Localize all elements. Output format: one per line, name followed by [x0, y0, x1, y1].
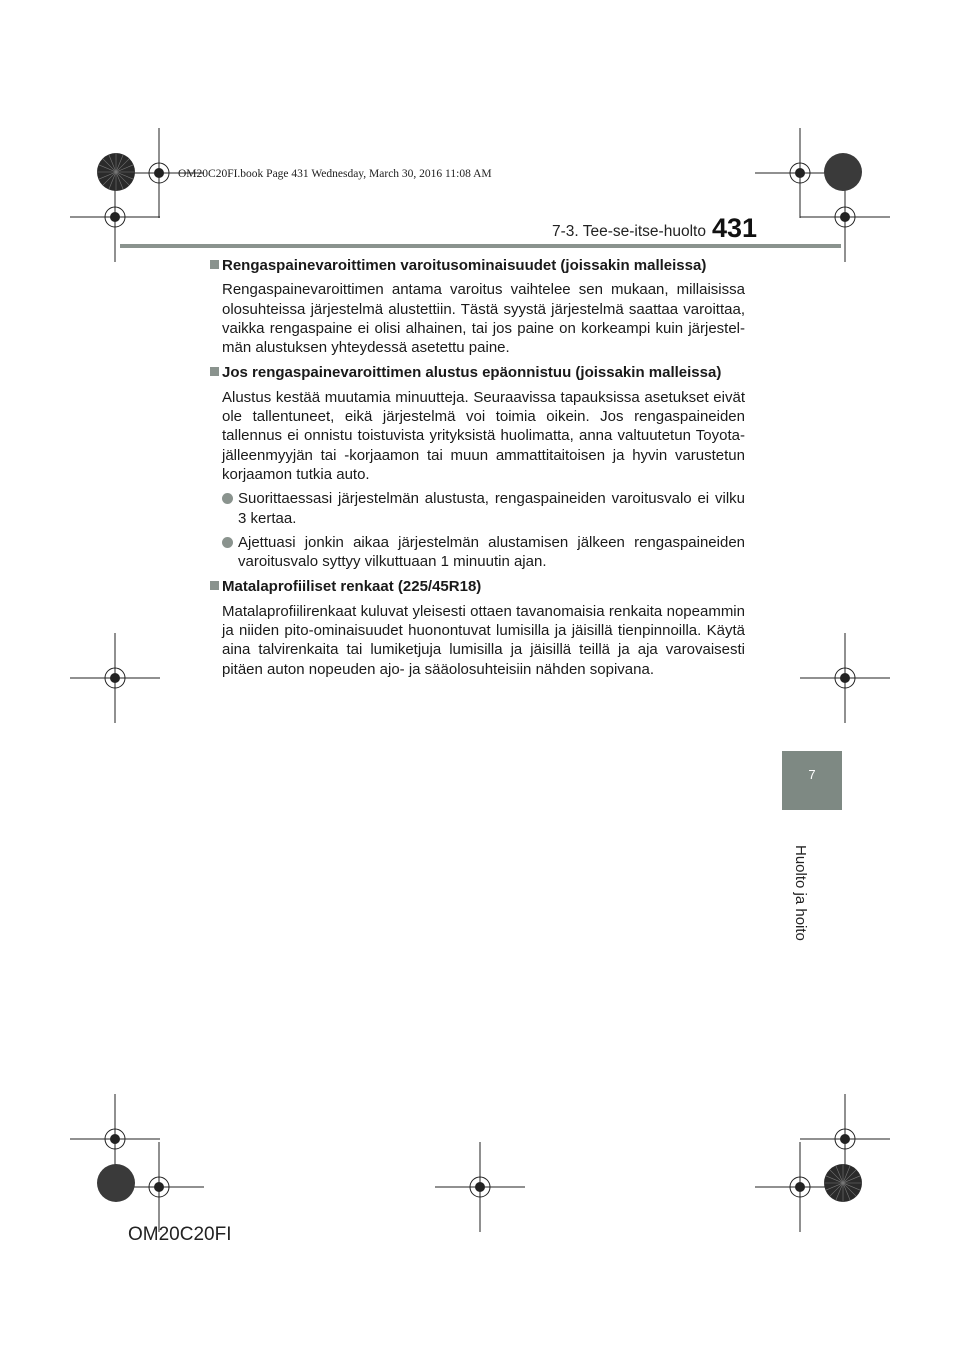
section-paragraph: Alustus kestää muutamia minuutteja. Seuraavissa tapauksissa asetukset eivät ole tallentuneet, eikä järjestelmä voi toimia oikein. Jos rengaspaineiden tallennus ei onnistu toistuvista yrityksistä huolimatta, anna valtuutetun Toyota-jälleenmyyjän tai -korjaamon tai muun ammattitaitoisen ja hyvin varustetun korjaamon tutkia auto.: [222, 388, 745, 483]
section-initialization-failure: [210, 363, 745, 571]
printer-wheel-icon: [823, 1163, 863, 1203]
page-number: 431: [712, 213, 758, 243]
printer-wheel-icon: [96, 152, 136, 192]
round-bullet-icon: [222, 493, 233, 504]
section-warning-features: [210, 256, 745, 357]
chapter-label: Huolto ja hoito: [792, 845, 809, 941]
list-item: [222, 489, 745, 528]
square-bullet-icon: [210, 260, 219, 269]
registration-mark-icon: [435, 1142, 525, 1232]
heading-text: Matalaprofiiliset renkaat (225/45R18): [222, 578, 482, 596]
heading-text: Jos rengaspainevaroittimen alustus epäonnistuu (joissakin malleissa): [222, 364, 722, 382]
section-heading: [210, 363, 745, 382]
section-low-profile-tires: [210, 577, 745, 678]
list-item-text: Ajettuasi jonkin aikaa järjestelmän alustamisen jälkeen rengaspaineiden varoitusvalo syttyy vilkuttuaan 1 minuutin ajan.: [238, 533, 745, 571]
printer-wheel-icon: [823, 152, 863, 192]
section-heading: [210, 256, 745, 275]
printer-wheel-icon: [96, 1163, 136, 1203]
square-bullet-icon: [210, 581, 219, 590]
chapter-tab: [782, 751, 842, 810]
heading-text: Rengaspainevaroittimen varoitusominaisuudet (joissakin malleissa): [222, 257, 707, 274]
header-rule: [120, 244, 841, 248]
section-paragraph: Rengaspainevaroittimen antama varoitus vaihtelee sen mukaan, millaisissa olosuhteissa järjestelmä alustettiin. Tästä syystä järjestelmä saattaa varoittaa, vaikka rengaspaine ei olisi alhainen, tai jos paine on korkeampi kuin järjestel-män alustuksen yhteydessä asetettu paine.: [222, 281, 745, 357]
registration-mark-icon: [800, 633, 890, 723]
round-bullet-icon: [222, 537, 233, 548]
print-info: OM20C20FI.book Page 431 Wednesday, March 30, 2016 11:08 AM: [178, 168, 492, 180]
section-heading: [210, 577, 745, 596]
list-item: [222, 533, 745, 572]
manual-code: OM20C20FI: [128, 1224, 232, 1245]
square-bullet-icon: [210, 367, 219, 376]
list-item-text: Suorittaessasi järjestelmän alustusta, rengaspaineiden varoitusvalo ei vilku 3 kertaa.: [238, 490, 745, 527]
section-title: 7-3. Tee-se-itse-huolto: [552, 223, 706, 240]
page-content: [210, 256, 745, 685]
section-paragraph: Matalaprofiilirenkaat kuluvat yleisesti ottaen tavanomaisia renkaita nopeammin ja niiden pito-ominaisuudet huonontuvat lumisilla ja jäisillä tienpinnoilla. Käytä aina talvirenkaita tai lumiketjuja lumisilla ja jäisillä teillä ja aja varovaisesti pitäen auton nopeuden ajo- ja sääolosuhteisiin nähden sopivana.: [222, 602, 745, 678]
chapter-number: 7: [808, 767, 816, 782]
registration-mark-icon: [70, 633, 160, 723]
